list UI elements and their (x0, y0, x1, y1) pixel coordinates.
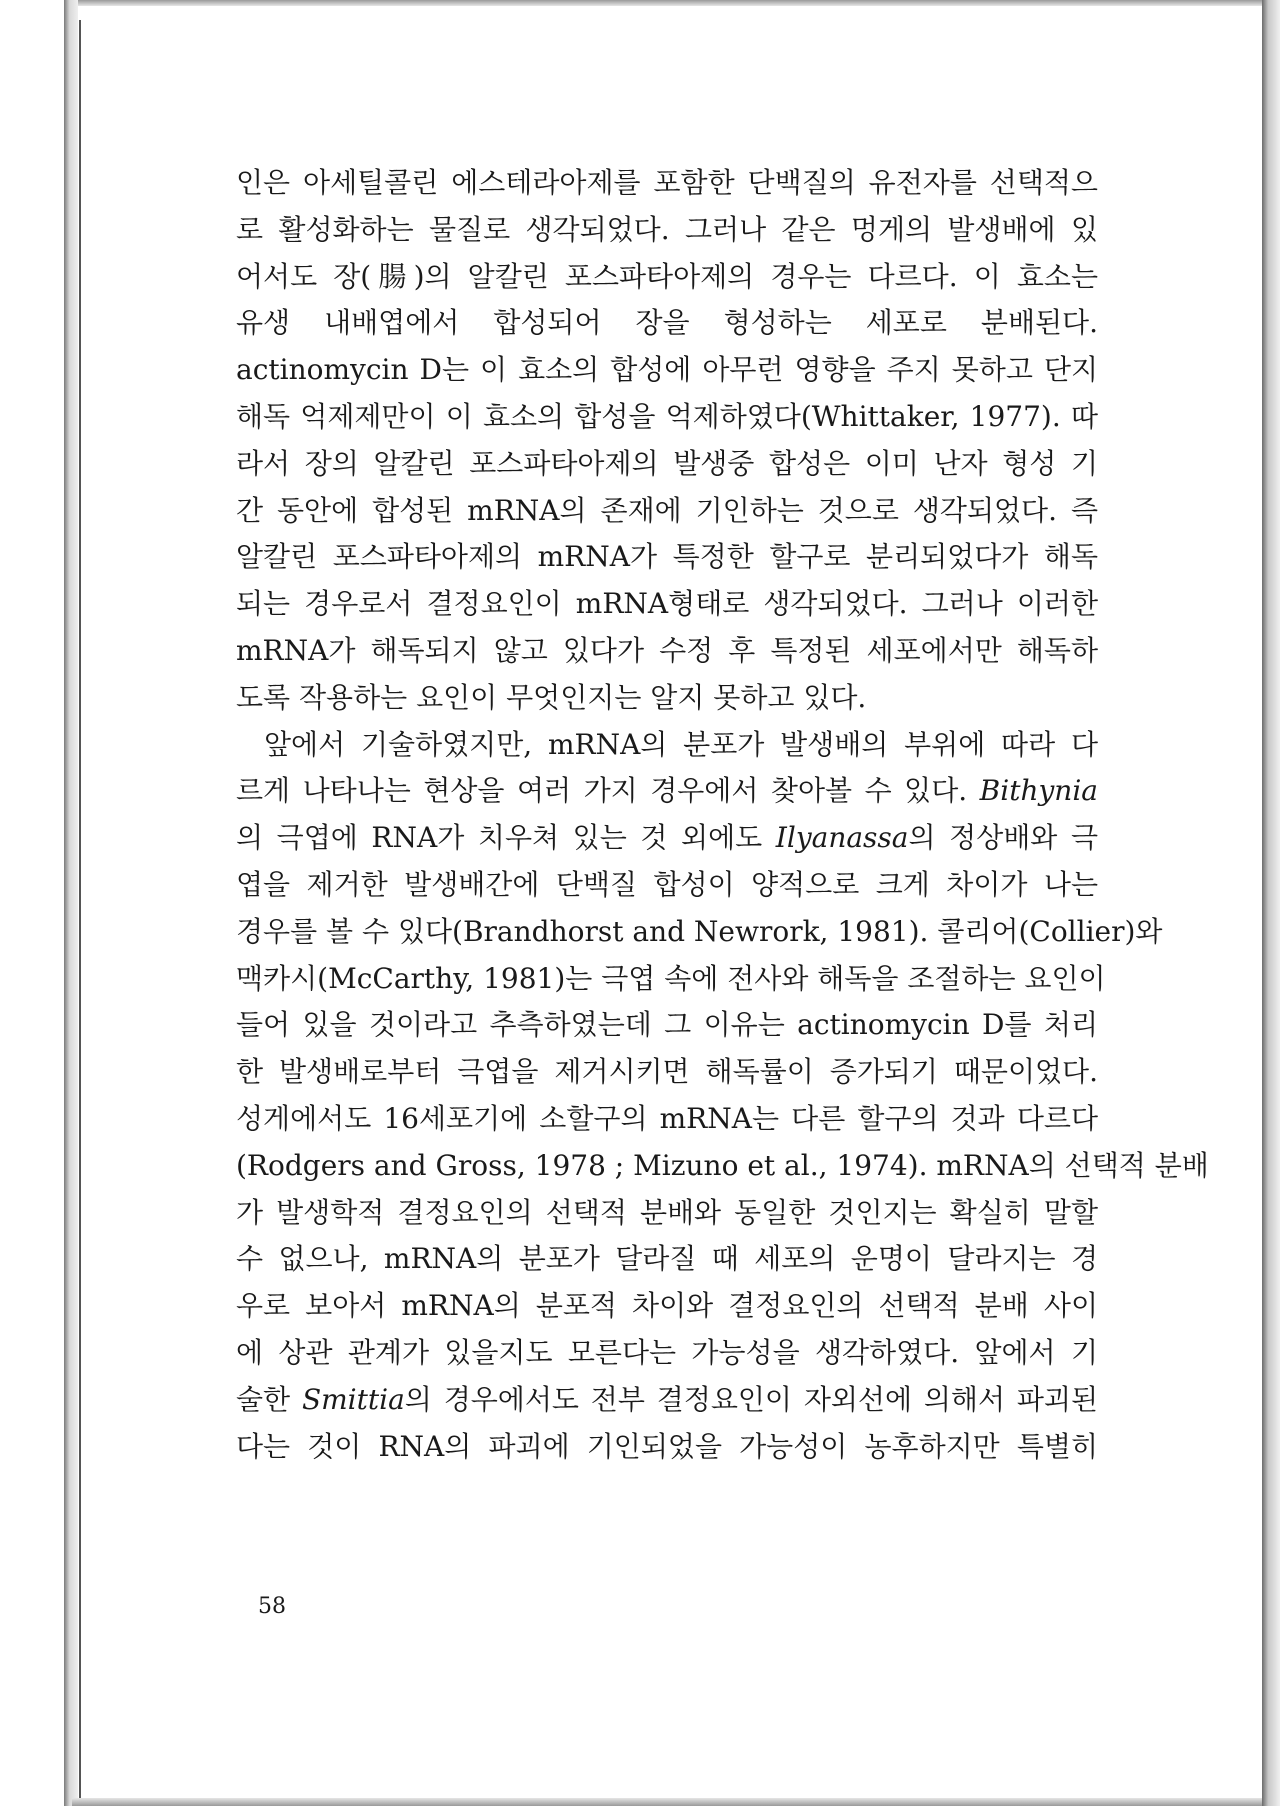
species-name: Bithynia (979, 774, 1098, 808)
text-line: 한 발생배로부터 극엽을 제거시키면 해독률이 증가되기 때문이었다. (236, 1055, 1098, 1089)
text-line (236, 1377, 1098, 1424)
species-name: Smittia (301, 1382, 405, 1416)
text-segment: 르게 나타나는 현상을 여러 가지 경우에서 찾아볼 수 있다. (236, 774, 980, 808)
text-line: 앞에서 기술하였지만, mRNA의 분포가 발생배의 부위에 따라 다 (264, 727, 1098, 761)
text-segment: 의 정상배와 극 (908, 821, 1099, 855)
text-line: mRNA가 해독되지 않고 있다가 수정 후 특정된 세포에서만 해독하 (236, 633, 1098, 667)
text-line: 유생 내배엽에서 합성되어 장을 형성하는 세포로 분배된다. (236, 306, 1098, 340)
text-line: 해독 억제제만이 이 효소의 합성을 억제하였다(Whittaker, 1977). 따 (236, 399, 1098, 433)
page-edge-left (64, 0, 78, 1806)
text-segment: 의 경우에서도 전부 결정요인이 자외선에 의해서 파괴된 (404, 1382, 1098, 1416)
text-line: (Rodgers and Gross, 1978 ; Mizuno et al., 1974). mRNA의 선택적 분배 (236, 1148, 1209, 1182)
text-line: 수 없으나, mRNA의 분포가 달라질 때 세포의 운명이 달라지는 경 (236, 1242, 1098, 1276)
text-line: 되는 경우로서 결정요인이 mRNA형태로 생각되었다. 그러나 이러한 (236, 587, 1098, 621)
text-line: 간 동안에 합성된 mRNA의 존재에 기인하는 것으로 생각되었다. 즉 (236, 493, 1098, 527)
text-line: 성게에서도 16세포기에 소할구의 mRNA는 다른 할구의 것과 다르다 (236, 1101, 1098, 1135)
text-line: 엽을 제거한 발생배간에 단백질 합성이 양적으로 크게 차이가 나는 (236, 867, 1098, 901)
body-text (236, 160, 1209, 1470)
text-line: 우로 보아서 mRNA의 분포적 차이와 결정요인의 선택적 분배 사이 (236, 1289, 1098, 1323)
page-edge-bottom (72, 1798, 1262, 1806)
text-line: 맥카시(McCarthy, 1981)는 극엽 속에 전사와 해독을 조절하는 요인이 (236, 961, 1106, 995)
text-line: 들어 있을 것이라고 추측하였는데 그 이유는 actinomycin D를 처리 (236, 1008, 1098, 1042)
text-line: 도록 작용하는 요인이 무엇인지는 알지 못하고 있다. (236, 680, 867, 714)
text-segment: 술한 (236, 1382, 302, 1416)
text-line: 다는 것이 RNA의 파괴에 기인되었을 가능성이 농후하지만 특별히 (236, 1429, 1098, 1463)
text-line: 경우를 볼 수 있다(Brandhorst and Newrork, 1981). 콜리어(Collier)와 (236, 914, 1163, 948)
text-line: actinomycin D는 이 효소의 합성에 아무런 영향을 주지 못하고 단지 (236, 353, 1098, 387)
page-edge-right (1262, 0, 1280, 1806)
text-line: 가 발생학적 결정요인의 선택적 분배와 동일한 것인지는 확실히 말할 (236, 1195, 1098, 1229)
page-edge-top (72, 0, 1262, 6)
text-segment: 의 극엽에 RNA가 치우쳐 있는 것 외에도 (236, 821, 776, 855)
text-line: 어서도 장(腸)의 알칼린 포스파타아제의 경우는 다르다. 이 효소는 (236, 259, 1098, 293)
text-line: 인은 아세틸콜린 에스테라아제를 포함한 단백질의 유전자를 선택적으 (236, 166, 1098, 199)
text-line (236, 815, 1098, 862)
text-line (236, 768, 1098, 815)
page-number: 58 (258, 1594, 286, 1619)
page-binding-line (79, 20, 81, 1806)
text-line: 알칼린 포스파타아제의 mRNA가 특정한 할구로 분리되었다가 해독 (236, 540, 1098, 574)
text-line: 로 활성화하는 물질로 생각되었다. 그러나 같은 멍게의 발생배에 있 (236, 212, 1098, 246)
text-line: 에 상관 관계가 있을지도 모른다는 가능성을 생각하였다. 앞에서 기 (236, 1335, 1098, 1369)
text-line: 라서 장의 알칼린 포스파타아제의 발생중 합성은 이미 난자 형성 기 (236, 446, 1098, 480)
species-name: Ilyanassa (775, 821, 909, 855)
